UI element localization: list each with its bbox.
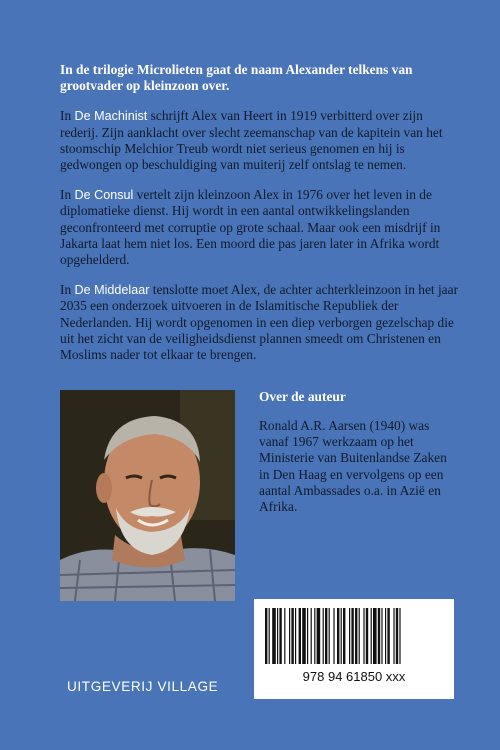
barcode-bar bbox=[373, 608, 377, 664]
barcode-bar bbox=[314, 608, 315, 664]
barcode-bar bbox=[387, 608, 389, 664]
isbn-barcode bbox=[254, 599, 454, 699]
publisher-name: UITGEVERIJ VILLAGE bbox=[67, 679, 219, 694]
paragraph-text: tenslotte moet Alex, de achter achterkleinzoon in het jaar 2035 een onderzoek uitvoeren in de Islamitische Republiek der Nederlanden. Hij wordt opgenomen in een diep verborgen gezelschap die uit het zicht van de veiligheidsdienst plannen smeedt om Christenen en Moslims nader tot elkaar te brengen. bbox=[60, 282, 459, 363]
barcode-bar bbox=[341, 608, 342, 664]
paragraph-prefix: In bbox=[60, 282, 75, 298]
back-cover-blurb bbox=[60, 62, 460, 377]
author-photo bbox=[60, 390, 235, 601]
barcode-bar bbox=[272, 608, 276, 664]
barcode-bar bbox=[289, 608, 290, 664]
barcode-bar bbox=[295, 608, 296, 664]
isbn-number: 978 94 61850 xxx bbox=[302, 669, 406, 684]
barcode-bar bbox=[363, 608, 364, 664]
barcode-bar bbox=[378, 608, 380, 664]
paragraph-text: schrijft Alex van Heert in 1919 verbitterd over zijn rederij. Zijn aanklacht over slecht zeemanschap van de kapitein van het stoomschip Melchior Treub wordt niet serieus genomen en hij is gedwongen op beschuldiging van muiterij zelf ontslag te nemen. bbox=[60, 108, 443, 173]
author-heading: Over de auteur bbox=[259, 389, 346, 404]
barcode-bar bbox=[393, 608, 394, 664]
barcode-bar bbox=[385, 608, 386, 664]
barcode-bar bbox=[381, 608, 382, 664]
barcode-bar bbox=[355, 608, 357, 664]
paragraph-prefix: In bbox=[60, 108, 75, 124]
paragraph-consul bbox=[60, 187, 460, 268]
barcode-bar bbox=[366, 608, 368, 664]
barcode-bar bbox=[277, 608, 278, 664]
barcode-bar bbox=[323, 608, 324, 664]
paragraph-text: vertelt zijn kleinzoon Alex in 1976 over het leven in de diplomatieke dienst. Hij wordt in een aantal ontwikkelingslanden geconfronteerd met corruptie op grote schaal. Maar ook een misdrijf in Jakarta laat hem niet los. Een moord die pas jaren later in Afrika wordt opgehelderd. bbox=[60, 187, 441, 268]
paragraph-machinist bbox=[60, 108, 460, 173]
barcode-bar bbox=[265, 608, 267, 664]
barcode-bar bbox=[371, 608, 372, 664]
barcode-bar bbox=[299, 608, 301, 664]
book-title-consul: De Consul bbox=[74, 188, 134, 203]
barcode-bar bbox=[311, 608, 312, 664]
intro-paragraph: In de trilogie Microlieten gaat de naam Alexander telkens van grootvader op kleinzoon over. bbox=[60, 62, 413, 94]
barcode-bar bbox=[279, 608, 281, 664]
barcode-bar bbox=[337, 608, 339, 664]
book-title-machinist: De Machinist bbox=[74, 109, 148, 124]
paragraph-prefix: In bbox=[60, 187, 75, 203]
barcode-bar bbox=[317, 608, 321, 664]
barcode-bar bbox=[349, 608, 350, 664]
barcode-bar bbox=[269, 608, 270, 664]
barcode-bars bbox=[265, 608, 443, 664]
barcode-bar bbox=[399, 608, 400, 664]
barcode-bar bbox=[351, 608, 353, 664]
barcode-bar bbox=[359, 608, 360, 664]
barcode-bar bbox=[333, 608, 334, 664]
barcode-bar bbox=[325, 608, 327, 664]
barcode-bar bbox=[329, 608, 330, 664]
paragraph-middelaar bbox=[60, 282, 460, 363]
barcode-bar bbox=[396, 608, 398, 664]
barcode-bar bbox=[284, 608, 285, 664]
barcode-bar bbox=[291, 608, 293, 664]
barcode-bar bbox=[302, 608, 306, 664]
barcode-bar bbox=[343, 608, 345, 664]
barcode-bar bbox=[307, 608, 308, 664]
book-title-middelaar: De Middelaar bbox=[74, 283, 150, 298]
author-bio: Ronald A.R. Aarsen (1940) was vanaf 1967 werkzaam op het Ministerie van Buitenlandse Zaken in Den Haag en vervolgens op een aantal Ambassades o.a. in Azië en Afrika. bbox=[259, 418, 447, 515]
